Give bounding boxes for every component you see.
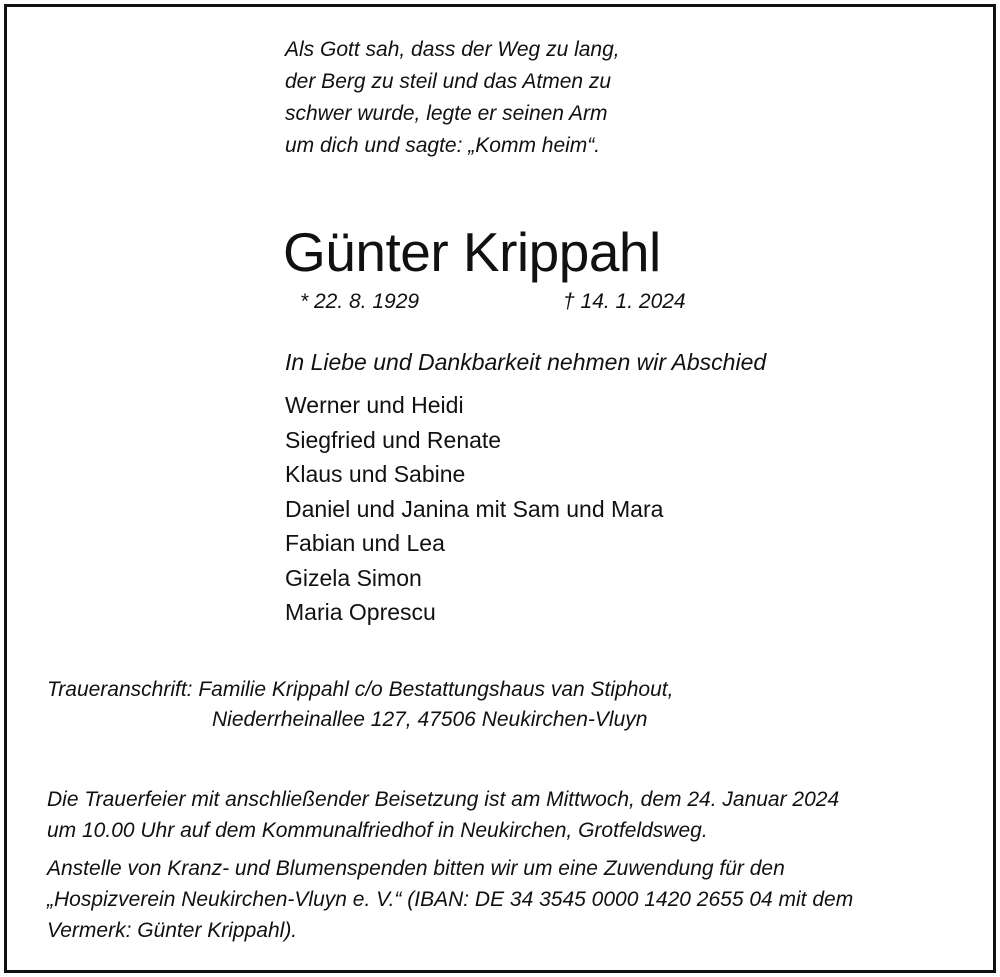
poem-line: um dich und sagte: „Komm heim“. <box>285 134 601 157</box>
birth-date: * 22. 8. 1929 <box>300 290 420 313</box>
mourners-list <box>285 388 663 630</box>
donation-request <box>47 853 853 946</box>
mourner-name: Siegfried und Renate <box>285 426 502 453</box>
poem-line: der Berg zu steil und das Atmen zu <box>285 70 612 93</box>
mourning-address-line2: Niederrheinallee 127, 47506 Neukirchen-Vluyn <box>212 708 648 731</box>
mourner-name: Daniel und Janina mit Sam und Mara <box>285 495 664 522</box>
poem-line: Als Gott sah, dass der Weg zu lang, <box>285 38 620 61</box>
service-line: Die Trauerfeier mit anschließender Beisetzung ist am Mittwoch, dem 24. Januar 2024 <box>47 788 840 811</box>
mourner-name: Klaus und Sabine <box>285 461 466 487</box>
mourner-name: Maria Oprescu <box>285 599 436 625</box>
death-date: † 14. 1. 2024 <box>563 290 686 313</box>
memorial-poem <box>285 34 620 162</box>
funeral-service-info <box>47 784 839 846</box>
donation-line: „Hospizverein Neukirchen-Vluyn e. V.“ (IBAN: DE 34 3545 0000 1420 2655 04 mit dem <box>47 888 854 911</box>
donation-line: Anstelle von Kranz- und Blumenspenden bitten wir um eine Zuwendung für den <box>47 857 785 880</box>
mourning-address-line1: Traueranschrift: Familie Krippahl c/o Bestattungshaus van Stiphout, <box>47 678 674 701</box>
farewell-intro: In Liebe und Dankbarkeit nehmen wir Abschied <box>285 349 767 375</box>
mourner-name: Fabian und Lea <box>285 530 445 556</box>
donation-line: Vermerk: Günter Krippahl). <box>47 919 298 942</box>
deceased-name: Günter Krippahl <box>283 221 661 283</box>
mourner-name: Gizela Simon <box>285 564 422 591</box>
mourner-name: Werner und Heidi <box>285 392 464 418</box>
service-line: um 10.00 Uhr auf dem Kommunalfriedhof in Neukirchen, Grotfeldsweg. <box>47 819 708 842</box>
poem-line: schwer wurde, legte er seinen Arm <box>285 102 608 125</box>
